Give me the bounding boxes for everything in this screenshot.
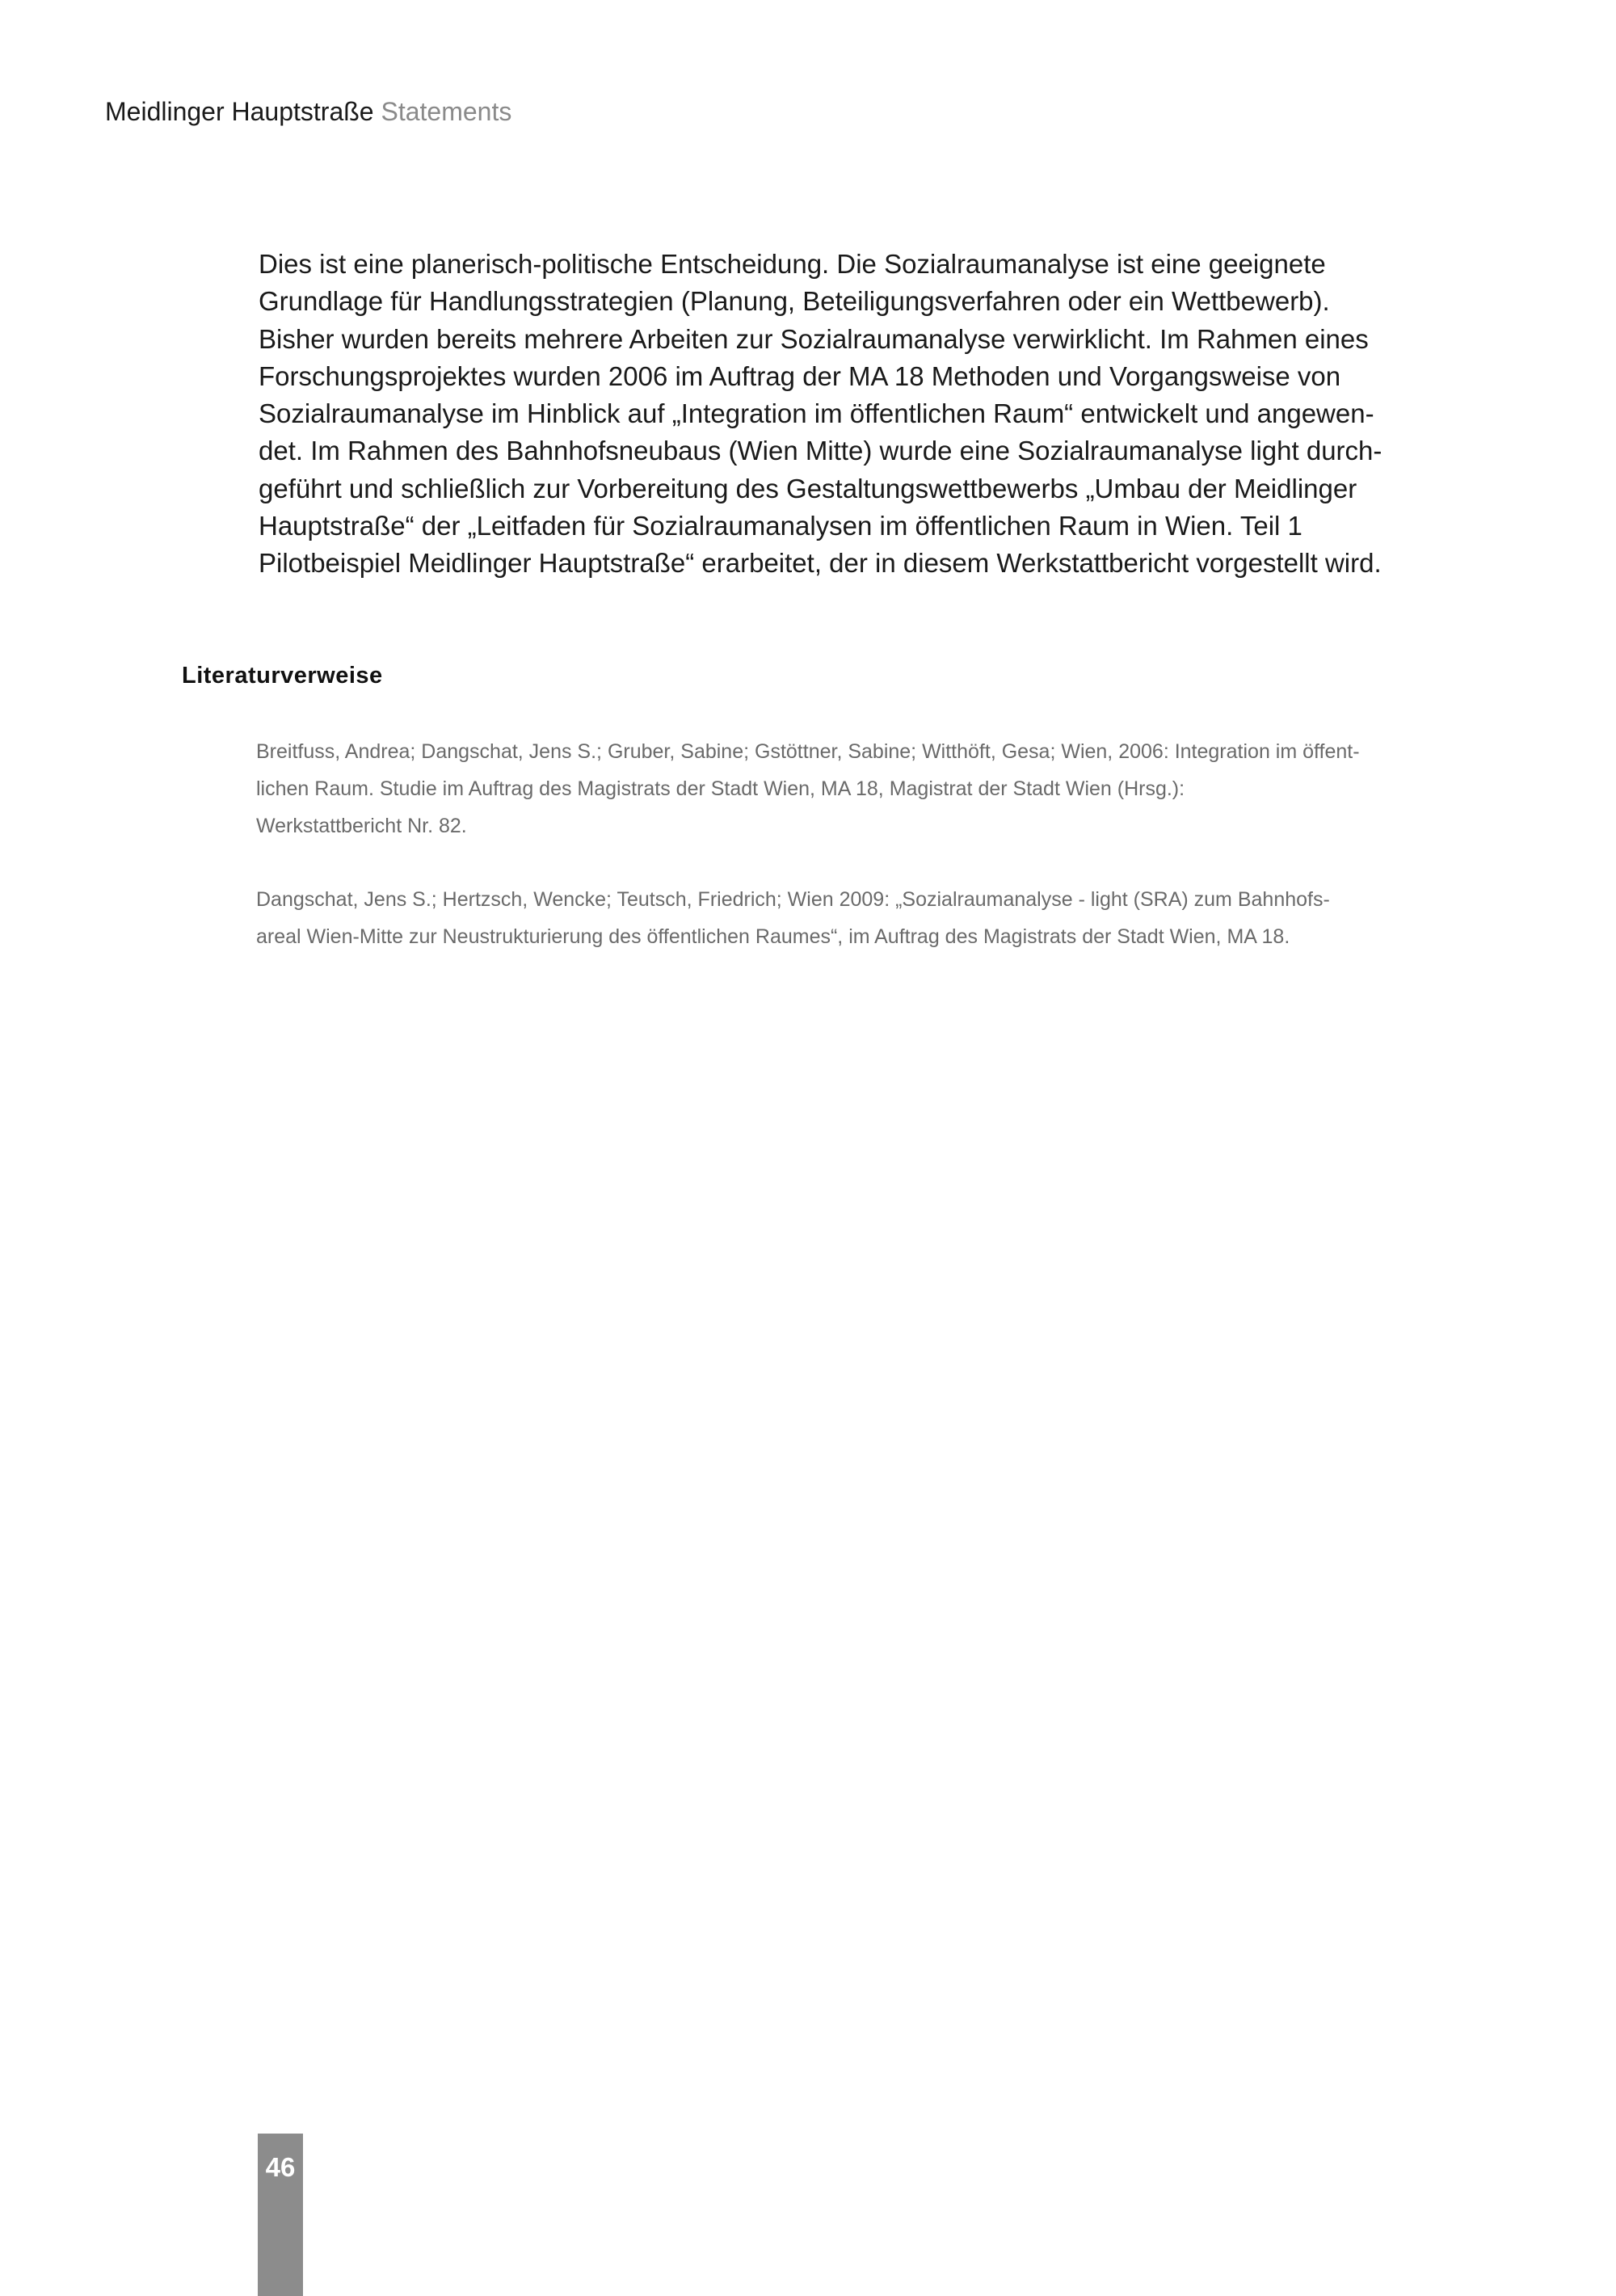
body-line: Sozialraumanalyse im Hinblick auf „Integration im öffentlichen Raum“ entwickelt und angewen-: [259, 398, 1374, 429]
running-header: [105, 94, 511, 129]
body-line: geführt und schließlich zur Vorbereitung des Gestaltungswettbewerbs „Umbau der Meidlinger: [259, 473, 1357, 503]
body-line: Dies ist eine planerisch-politische Entscheidung. Die Sozialraumanalyse ist eine geeignete: [259, 249, 1326, 279]
body-paragraph: [259, 246, 1382, 583]
reference-entry: [256, 881, 1387, 955]
body-line: Grundlage für Handlungsstrategien (Planung, Beteiligungsverfahren oder ein Wettbewerb).: [259, 286, 1330, 317]
body-line: Forschungsprojektes wurden 2006 im Auftrag der MA 18 Methoden und Vorgangsweise von: [259, 360, 1341, 391]
references-heading: Literaturverweise: [182, 663, 383, 689]
reference-line: Breitfuss, Andrea; Dangschat, Jens S.; Gruber, Sabine; Gstöttner, Sabine; Witthöft, Gesa; Wien, 2006: Integration im öffent-: [256, 740, 1360, 763]
reference-line: Werkstattbericht Nr. 82.: [256, 815, 467, 837]
body-line: Hauptstraße“ der „Leitfaden für Sozialraumanalysen im öffentlichen Raum in Wien. Teil 1: [259, 511, 1302, 541]
header-section-title: Meidlinger Hauptstraße: [105, 97, 374, 126]
page-number: 46: [265, 2152, 296, 2182]
reference-entry: [256, 733, 1387, 845]
body-line: det. Im Rahmen des Bahnhofsneubaus (Wien Mitte) wurde eine Sozialraumanalyse light durch-: [259, 436, 1382, 466]
reference-line: Dangschat, Jens S.; Hertzsch, Wencke; Teutsch, Friedrich; Wien 2009: „Sozialraumanalyse - light (SRA) zum Bahnhofs-: [256, 888, 1330, 911]
page-number-tab: [258, 2134, 303, 2296]
reference-line: lichen Raum. Studie im Auftrag des Magistrats der Stadt Wien, MA 18, Magistrat der Stadt Wien (Hrsg.):: [256, 777, 1185, 800]
body-line: Bisher wurden bereits mehrere Arbeiten zur Sozialraumanalyse verwirklicht. Im Rahmen eines: [259, 323, 1369, 354]
reference-line: areal Wien-Mitte zur Neustrukturierung des öffentlichen Raumes“, im Auftrag des Magistrats der Stadt Wien, MA 18.: [256, 925, 1290, 948]
body-line: Pilotbeispiel Meidlinger Hauptstraße“ erarbeitet, der in diesem Werkstattbericht vorgestellt wird.: [259, 548, 1382, 579]
header-subsection-title: Statements: [381, 97, 512, 126]
